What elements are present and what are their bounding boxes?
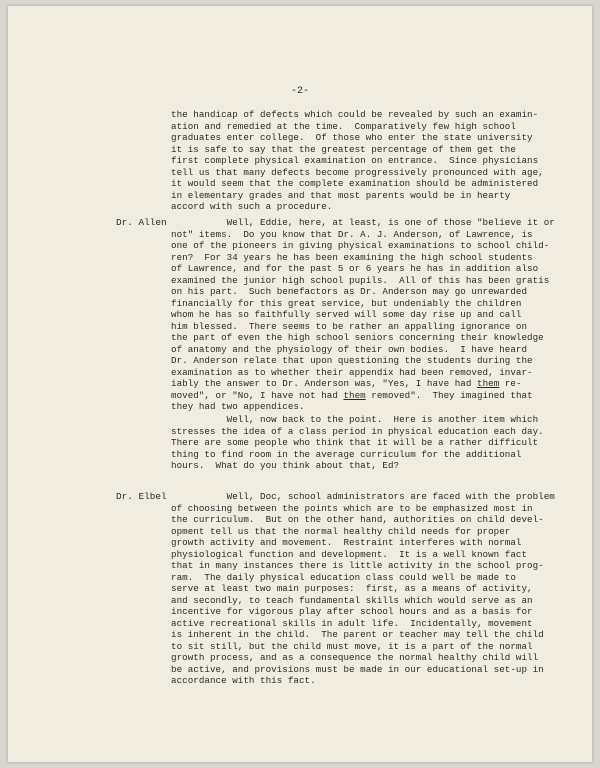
text-line: the handicap of defects which could be revealed by such an examin-: [171, 109, 539, 120]
text-line: in elementary grades and that most parents would be in hearty: [171, 189, 511, 201]
text-line: of anatomy and the physiology of their own bodies. I have heard: [171, 343, 528, 355]
text-line: of choosing between the points which are to be emphasized most in: [171, 502, 533, 514]
text-line: is inherent in the child. The parent or teacher may tell the child: [171, 629, 544, 640]
text-line: to sit still, but the child must move, it is a part of the normal: [171, 640, 533, 652]
text-line: examination as to whether their appendix had been removed, invar-: [171, 366, 533, 378]
text-line: active recreational skills in adult life. Incidentally, movement: [171, 617, 533, 629]
text-segment: iably the answer to Dr. Anderson was, "Yes, I have had: [171, 378, 477, 389]
text-segment: moved", or "No, I have not had: [171, 389, 344, 401]
allen-paragraph-1: [171, 217, 555, 413]
text-line: financially for this great service, but undeniably the children: [171, 297, 522, 309]
text-line: the curriculum. But on the other hand, authorities on child devel-: [171, 514, 544, 525]
underlined-word: them: [477, 378, 500, 389]
text-line: first complete physical examination on entrance. Since physicians: [171, 155, 539, 166]
elbel-paragraph: [171, 491, 555, 687]
text-line: him blessed. There seems to be rather an appalling ignorance on: [171, 320, 528, 332]
text-line: physiological function and development. It is a well known fact: [171, 548, 528, 560]
speaker-label-allen: Dr. Allen: [116, 217, 167, 228]
text-line: examined the junior high school pupils. All of this has been gratis: [171, 274, 550, 286]
text-line: [171, 378, 555, 390]
text-line: There are some people who think that it will be a rather difficult: [171, 437, 539, 448]
text-line: opment tell us that the normal healthy child needs for proper: [171, 525, 511, 537]
text-line: of Lawrence, and for the past 5 or 6 years he has in addition also: [171, 263, 539, 274]
text-line: ren? For 34 years he has been examining the high school students: [171, 251, 533, 263]
text-line: the part of even the high school seniors concerning their knowledge: [171, 332, 544, 343]
text-line: accord with such a procedure.: [171, 201, 333, 212]
text-line: it is safe to say that the greatest percentage of them get the: [171, 143, 516, 155]
intro-paragraph: [171, 109, 544, 213]
text-segment: re-: [499, 378, 522, 389]
text-line: it would seem that the complete examination should be administered: [171, 178, 539, 189]
text-line: Well, Eddie, here, at least, is one of those "believe it or: [171, 217, 555, 228]
text-line: graduates enter college. Of those who enter the state university: [171, 132, 533, 143]
document-page: [8, 6, 592, 762]
text-line: that in many instances there is little activity in the school prog-: [171, 560, 544, 571]
text-line: stresses the idea of a class period in physical education each day.: [171, 425, 544, 437]
text-line: growth process, and as a consequence the normal healthy child will: [171, 652, 539, 663]
text-line: Dr. Anderson relate that upon questioning the students during the: [171, 355, 533, 366]
text-line: [171, 390, 555, 402]
text-line: not" items. Do you know that Dr. A. J. Anderson, of Lawrence, is: [171, 228, 533, 240]
text-line: ation and remedied at the time. Comparatively few high school: [171, 120, 516, 132]
text-line: accordance with this fact.: [171, 675, 316, 686]
text-segment: removed". They imagined that: [365, 389, 533, 401]
text-line: thing to find room in the average curriculum for the additional: [171, 448, 522, 460]
text-line: growth activity and movement. Restraint interferes with normal: [171, 537, 522, 548]
text-line: serve at least two main purposes: first, as a means of activity,: [171, 583, 533, 594]
text-line: one of the pioneers in giving physical examinations to school child-: [171, 240, 550, 251]
text-line: they had two appendices.: [171, 401, 305, 412]
text-line: incentive for vigorous play after school hours and as a basis for: [171, 606, 533, 617]
allen-paragraph-2: [171, 414, 544, 472]
text-line: ram. The daily physical education class could well be made to: [171, 571, 516, 583]
speaker-label-elbel: Dr. Elbel: [116, 491, 167, 502]
text-line: whom he has so faithfully served will some day rise up and call: [171, 309, 522, 320]
text-line: Well, now back to the point. Here is another item which: [171, 414, 539, 425]
text-line: hours. What do you think about that, Ed?: [171, 460, 400, 471]
text-line: be active, and provisions must be made in our educational set-up in: [171, 663, 544, 675]
text-line: on his part. Such benefactors as Dr. Anderson may go unrewarded: [171, 286, 528, 297]
text-line: tell us that many defects become progressively pronounced with age,: [171, 166, 544, 178]
page-number: -2-: [290, 86, 309, 97]
underlined-word: them: [343, 389, 366, 401]
text-line: Well, Doc, school administrators are faced with the problem: [171, 491, 555, 502]
text-line: and secondly, to teach fundamental skills which would serve as an: [171, 594, 533, 606]
